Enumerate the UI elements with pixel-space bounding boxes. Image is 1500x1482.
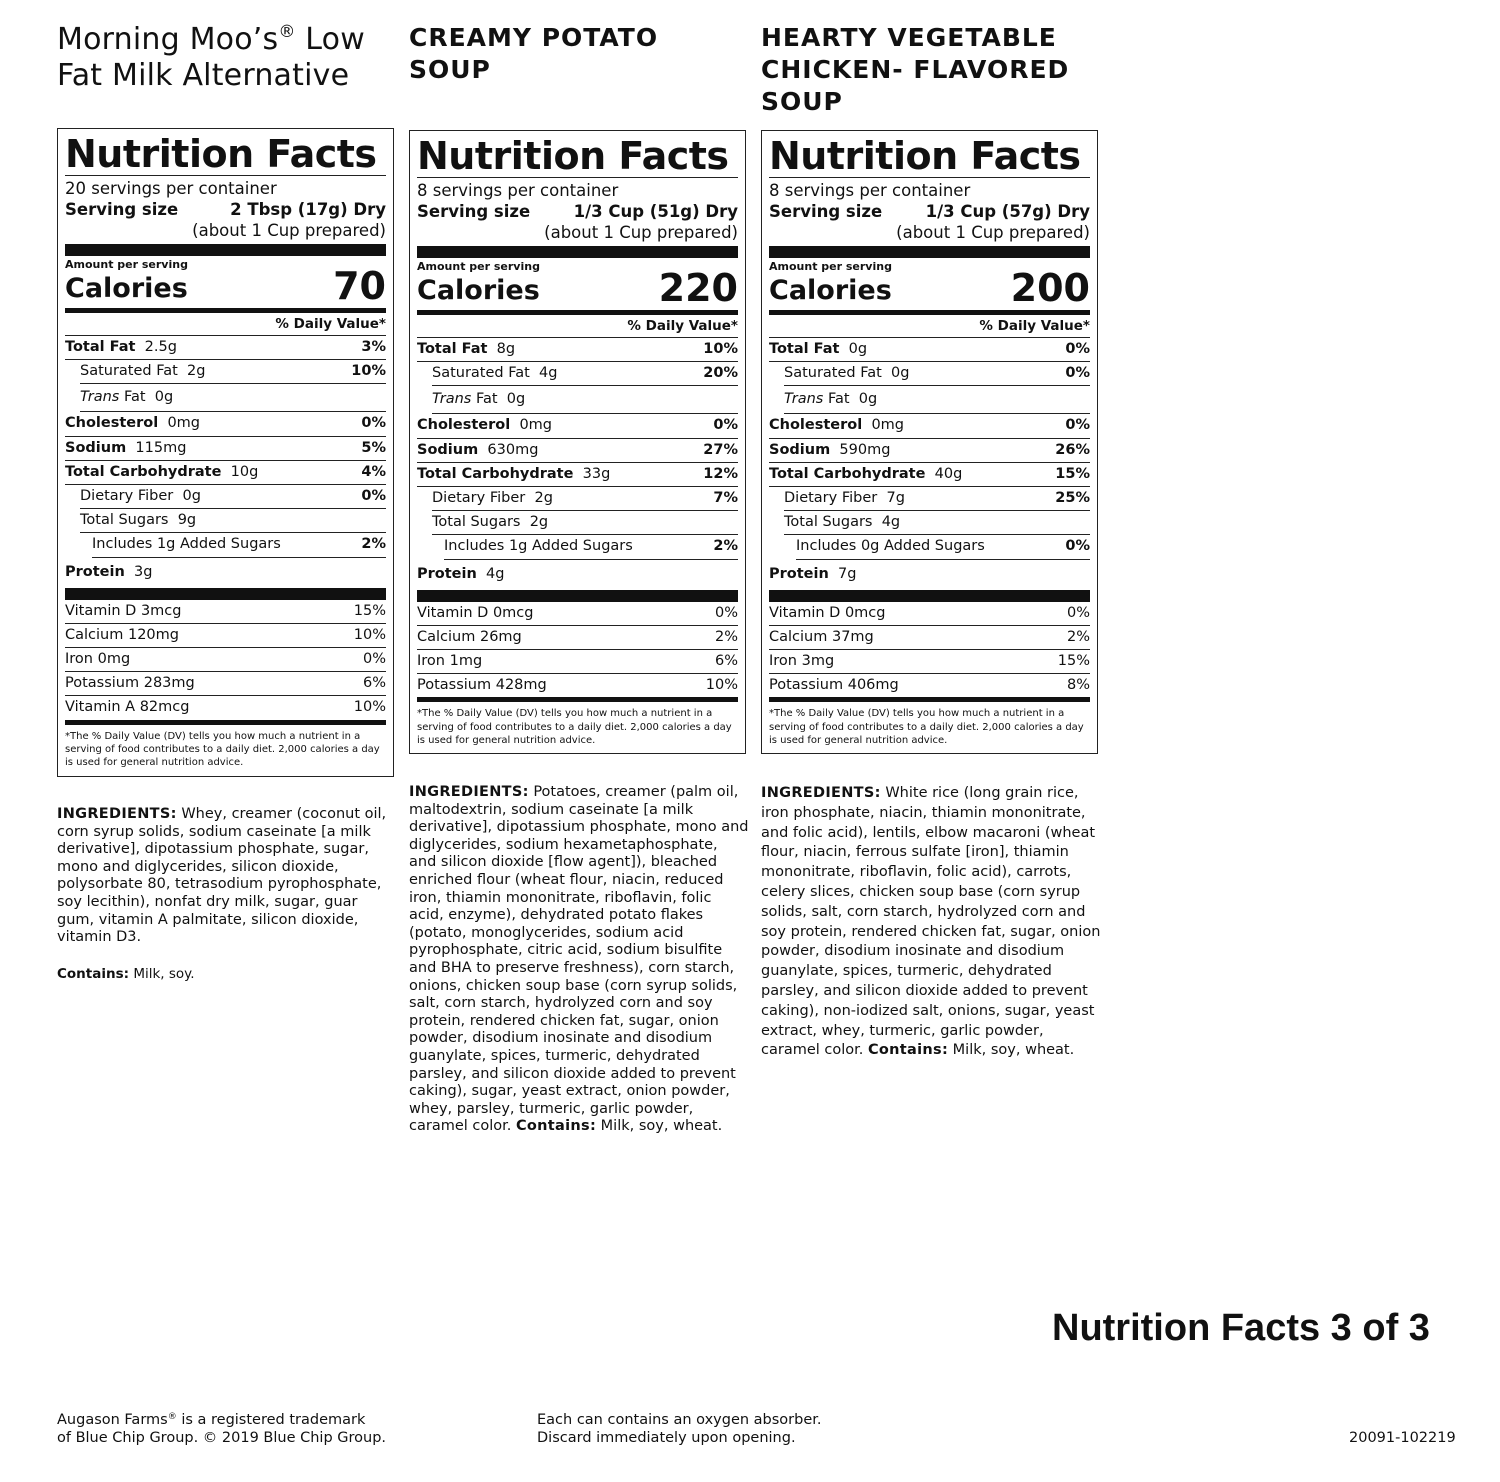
nutrient-amount: 26mg bbox=[479, 628, 522, 645]
medium-divider bbox=[769, 697, 1090, 702]
nutrient-dv: 20% bbox=[703, 365, 738, 382]
nutrient-dv: 0% bbox=[361, 488, 386, 505]
nutrient-amount: 82mcg bbox=[139, 699, 190, 716]
prepared-note: (about 1 Cup prepared) bbox=[544, 223, 738, 242]
nutrient-dv: 8% bbox=[1066, 677, 1090, 694]
nutrient-amount: 0mg bbox=[97, 651, 131, 668]
includes-word: Includes bbox=[444, 538, 505, 555]
row-total-fat bbox=[417, 338, 738, 362]
nutrient-amount: 630mg bbox=[487, 441, 539, 458]
row-calcium bbox=[417, 626, 738, 650]
daily-value-footnote: *The % Daily Value (DV) tells you how much a nutrient in a serving of food contributes to a daily diet. 2,000 calories a day is used for general nutrition advice. bbox=[417, 708, 732, 747]
row-iron bbox=[417, 650, 738, 674]
nutrient-name: Protein bbox=[769, 565, 829, 582]
nutrient-name: Total Fat bbox=[769, 341, 840, 357]
title-line-1-rest: Low bbox=[295, 22, 365, 57]
nutrient-name: Fat bbox=[475, 391, 498, 408]
row-total-sugars bbox=[784, 511, 1090, 535]
nutrition-facts-label bbox=[409, 130, 746, 754]
prepared-note: (about 1 Cup prepared) bbox=[192, 221, 386, 240]
amount-per-serving: Amount per serving bbox=[417, 260, 540, 273]
nutrient-name: Protein bbox=[65, 563, 125, 580]
prepared-note: (about 1 Cup prepared) bbox=[896, 223, 1090, 242]
nutrient-name: Cholesterol bbox=[417, 417, 511, 434]
nutrition-facts-label bbox=[761, 130, 1098, 754]
contains-lead: Contains: bbox=[515, 1118, 597, 1135]
nutrient-dv: 10% bbox=[351, 363, 386, 380]
contains-text: Milk, soy, wheat. bbox=[600, 1118, 723, 1135]
ingredients-lead: INGREDIENTS: bbox=[57, 806, 177, 822]
nutrient-name: Cholesterol bbox=[65, 415, 159, 432]
daily-value-heading: % Daily Value* bbox=[769, 315, 1090, 338]
calories-label: Calories bbox=[65, 273, 188, 304]
nutrient-name: Saturated Fat bbox=[784, 365, 882, 382]
row-cholesterol bbox=[417, 414, 738, 438]
nutrient-amount: 283mg bbox=[143, 675, 195, 692]
nutrient-name: Iron bbox=[417, 653, 445, 670]
nutrient-name: Iron bbox=[65, 651, 93, 668]
nutrient-amount: 1mg bbox=[449, 653, 483, 670]
nutrient-amount: 3mcg bbox=[140, 602, 182, 619]
nutrient-dv: 0% bbox=[361, 415, 386, 432]
row-vitamin-d bbox=[769, 602, 1090, 626]
calories-value: 220 bbox=[658, 266, 738, 310]
nutrient-amount: 0g bbox=[858, 391, 878, 408]
nutrient-name: Total Sugars bbox=[784, 514, 873, 531]
nutrient-dv: 0% bbox=[713, 417, 738, 434]
nutrient-dv: 10% bbox=[703, 341, 738, 357]
daily-value-heading: % Daily Value* bbox=[417, 315, 738, 338]
nutrition-facts-label bbox=[57, 128, 394, 777]
row-dietary-fiber bbox=[80, 485, 386, 509]
serving-size-row bbox=[417, 201, 738, 222]
ingredients-text: Whey, creamer (coconut oil, corn syrup solids, sodium caseinate [a milk derivative], dipotassium phosphate, sugar, mono and diglycerides, silicon dioxide, polysorbate 80, tetrasodium pyrophosphate, soy lecithin), nonfat dry milk, sugar, guar gum, vitamin A palmitate, silicon dioxide, vitamin D3. bbox=[57, 806, 387, 946]
nutrient-name: Saturated Fat bbox=[432, 365, 530, 382]
nutrient-name: Vitamin D bbox=[65, 602, 137, 619]
includes-word: Includes bbox=[92, 536, 153, 553]
nutrient-dv: 10% bbox=[353, 626, 386, 643]
nutrient-dv: 2% bbox=[714, 628, 738, 645]
row-added-sugars bbox=[92, 533, 386, 557]
calories-label: Calories bbox=[769, 275, 892, 306]
product-title bbox=[409, 22, 749, 86]
row-saturated-fat bbox=[784, 362, 1090, 386]
nutrient-amount: 0mcg bbox=[492, 604, 534, 621]
nutrient-name: Calcium bbox=[417, 628, 476, 645]
nutrient-dv: 0% bbox=[1066, 604, 1090, 621]
daily-value-heading: % Daily Value* bbox=[65, 313, 386, 336]
nutrient-dv: 15% bbox=[1057, 653, 1090, 670]
nutrient-name: Total Fat bbox=[65, 339, 136, 355]
row-vitamin-a bbox=[65, 696, 386, 719]
contains-statement bbox=[57, 966, 195, 982]
row-protein bbox=[417, 560, 738, 588]
nutrient-name: Dietary Fiber bbox=[432, 490, 526, 507]
nutrient-amount: 2g bbox=[187, 363, 206, 380]
nutrient-amount: 40g bbox=[934, 465, 963, 482]
row-trans-fat bbox=[432, 386, 738, 414]
nutrient-amount: 0g bbox=[891, 365, 910, 382]
title-line-1: CREAMY POTATO bbox=[409, 23, 659, 52]
product-code: 20091-102219 bbox=[1349, 1430, 1456, 1446]
nutrient-name: Sodium bbox=[417, 441, 479, 458]
nutrient-name: Calcium bbox=[65, 626, 124, 643]
daily-value-footnote: *The % Daily Value (DV) tells you how much a nutrient in a serving of food contributes to a daily diet. 2,000 calories a day is used for general nutrition advice. bbox=[65, 730, 380, 769]
title-line-1: Morning Moo’s bbox=[57, 22, 279, 57]
servings-per-container: 8 servings per container bbox=[769, 181, 971, 200]
nutrient-dv: 27% bbox=[703, 441, 738, 458]
nutrient-amount: 2g bbox=[529, 514, 549, 531]
nutrient-dv: 2% bbox=[713, 538, 738, 555]
trademark-line-1: is a registered trademark bbox=[176, 1412, 366, 1428]
trans-word: Trans bbox=[784, 391, 824, 408]
nutrient-amount: 590mg bbox=[839, 441, 891, 458]
nutrient-dv: 10% bbox=[353, 699, 386, 716]
nutrient-dv: 2% bbox=[1066, 628, 1090, 645]
nutrient-dv: 26% bbox=[1055, 441, 1090, 458]
nutrient-dv: 0% bbox=[1065, 538, 1090, 555]
servings-per-container: 8 servings per container bbox=[417, 181, 619, 200]
trademark-brand: Augason Farms bbox=[57, 1412, 168, 1428]
nutrient-dv: 0% bbox=[1065, 417, 1090, 434]
nutrient-amount: 0mg bbox=[871, 417, 904, 434]
nutrient-name: Total Carbohydrate bbox=[769, 465, 926, 482]
ingredients-lead: INGREDIENTS: bbox=[761, 785, 881, 801]
ingredients-text: Potatoes, creamer (palm oil, maltodextrin, sodium caseinate [a milk derivative], dipotassium phosphate, mono and diglycerides, sodium hexametaphosphate, and silicon dioxide [flow agent]), bleached enriched flour (wheat flour, niacin, reduced iron, thiamin mononitrate, riboflavin, folic acid, enzyme), dehydrated potato flakes (potato, monoglycerides, sodium acid pyrophosphate, citric acid, sodium bisulfite and BHA to preserve freshness), corn starch, onions, chicken soup base (corn syrup solids, salt, corn starch, hydrolyzed corn and soy protein, rendered chicken fat, sugar, onion powder, disodium inosinate and disodium guanylate, spices, turmeric, dehydrated parsley, and silicon dioxide added to prevent caking), sugar, yeast extract, onion powder, whey, parsley, turmeric, garlic powder, caramel color. bbox=[409, 784, 749, 1135]
trademark-line-2: of Blue Chip Group. © 2019 Blue Chip Group. bbox=[57, 1430, 387, 1446]
row-total-carbohydrate bbox=[65, 461, 386, 485]
nutrient-name: Dietary Fiber bbox=[784, 490, 878, 507]
nutrient-name: Iron bbox=[769, 653, 797, 670]
nutrient-amount: 0mg bbox=[519, 417, 552, 434]
title-line-2: CHICKEN- FLAVORED bbox=[761, 55, 1070, 84]
nutrition-facts-heading: Nutrition Facts bbox=[65, 133, 386, 176]
row-dietary-fiber bbox=[784, 487, 1090, 511]
nutrient-name: Total Sugars bbox=[432, 514, 521, 531]
nutrient-amount: 115mg bbox=[135, 439, 187, 456]
nutrient-amount: 8g bbox=[496, 341, 516, 357]
nutrient-name: Sodium bbox=[65, 439, 127, 456]
row-vitamin-d bbox=[65, 600, 386, 624]
calories-value: 200 bbox=[1010, 266, 1090, 310]
nutrient-dv: 5% bbox=[361, 439, 386, 456]
nutrient-amount: 4g bbox=[486, 565, 505, 582]
nutrient-name: Potassium bbox=[417, 677, 492, 694]
nutrient-amount: 7g bbox=[838, 565, 857, 582]
nutrient-amount: 3g bbox=[134, 563, 153, 580]
nutrient-dv: 0% bbox=[714, 604, 738, 621]
nutrient-amount: 4g bbox=[881, 514, 901, 531]
thick-divider bbox=[417, 590, 738, 602]
thick-divider bbox=[417, 246, 738, 258]
nutrient-dv: 15% bbox=[1055, 465, 1090, 482]
serving-size-label: Serving size bbox=[65, 200, 179, 219]
serving-size-label: Serving size bbox=[769, 202, 883, 221]
nutrient-dv: 6% bbox=[362, 675, 386, 692]
nutrient-dv: 7% bbox=[713, 490, 738, 507]
nutrient-name: Vitamin D bbox=[769, 604, 841, 621]
row-potassium bbox=[769, 674, 1090, 697]
trademark-notice bbox=[57, 1411, 386, 1447]
product-title bbox=[761, 22, 1101, 118]
contains-text: Milk, soy. bbox=[133, 966, 195, 982]
registered-mark: ® bbox=[167, 1412, 177, 1422]
nutrient-name: Total Sugars bbox=[80, 512, 169, 529]
row-protein bbox=[769, 560, 1090, 588]
oxygen-absorber-notice bbox=[537, 1411, 822, 1447]
nutrient-name: Total Carbohydrate bbox=[417, 465, 574, 482]
trans-word: Trans bbox=[80, 389, 120, 406]
row-iron bbox=[769, 650, 1090, 674]
nutrient-dv: 2% bbox=[361, 536, 386, 553]
contains-text: Milk, soy, wheat. bbox=[952, 1042, 1075, 1059]
nutrient-name: Saturated Fat bbox=[80, 363, 178, 380]
calories-value: 70 bbox=[333, 264, 386, 308]
trans-word: Trans bbox=[432, 391, 472, 408]
nutrient-amount: 0g bbox=[154, 389, 174, 406]
nutrient-amount: 1g bbox=[508, 538, 528, 555]
nutrient-name: Potassium bbox=[769, 677, 844, 694]
ingredients-text: White rice (long grain rice, iron phosphate, niacin, thiamin mononitrate, and folic acid), lentils, elbow macaroni (wheat flour, niacin, ferrous sulfate [iron], thiamin mononitrate, riboflavin, folic acid), carrots, celery slices, chicken soup base (corn syrup solids, salt, corn starch, hydrolyzed corn and soy protein, rendered chicken fat, sugar, onion powder, disodium inosinate and disodium guanylate, spices, turmeric, dehydrated parsley, and silicon dioxide added to prevent caking), non-iodized salt, onions, sugar, yeast extract, whey, turmeric, garlic powder, caramel color. bbox=[761, 785, 1101, 1059]
nutrient-amount: 1g bbox=[156, 536, 176, 553]
medium-divider bbox=[417, 697, 738, 702]
nutrient-name: Calcium bbox=[769, 628, 828, 645]
row-calcium bbox=[65, 624, 386, 648]
oxygen-line-1: Each can contains an oxygen absorber. bbox=[537, 1412, 822, 1428]
row-sodium bbox=[769, 439, 1090, 463]
serving-size-value: 1/3 Cup (51g) Dry bbox=[573, 202, 738, 221]
title-line-2: SOUP bbox=[409, 55, 491, 84]
row-protein bbox=[65, 558, 386, 586]
row-total-fat bbox=[769, 338, 1090, 362]
row-dietary-fiber bbox=[432, 487, 738, 511]
nutrition-facts-heading: Nutrition Facts bbox=[417, 135, 738, 178]
nutrient-dv: 25% bbox=[1055, 490, 1090, 507]
nutrient-amount: 0g bbox=[860, 538, 880, 555]
nutrient-name: Fat bbox=[123, 389, 146, 406]
amount-per-serving: Amount per serving bbox=[769, 260, 892, 273]
contains-lead: Contains: bbox=[57, 966, 130, 982]
nutrient-amount: 428mg bbox=[495, 677, 547, 694]
row-sodium bbox=[65, 437, 386, 461]
nutrient-dv: 0% bbox=[1065, 341, 1090, 357]
nutrient-amount: 120mg bbox=[127, 626, 179, 643]
ingredients-lead: INGREDIENTS: bbox=[409, 784, 529, 800]
nutrient-dv: 4% bbox=[361, 463, 386, 480]
nutrient-name: Added Sugars bbox=[884, 538, 985, 555]
nutrient-dv: 10% bbox=[705, 677, 738, 694]
title-line-3: SOUP bbox=[761, 87, 843, 116]
nutrient-amount: 9g bbox=[177, 512, 197, 529]
nutrient-dv: 6% bbox=[714, 653, 738, 670]
daily-value-footnote: *The % Daily Value (DV) tells you how much a nutrient in a serving of food contributes to a daily diet. 2,000 calories a day is used for general nutrition advice. bbox=[769, 708, 1084, 747]
nutrient-name: Dietary Fiber bbox=[80, 488, 174, 505]
ingredients bbox=[409, 784, 749, 1136]
nutrient-name: Added Sugars bbox=[180, 536, 281, 553]
nutrient-amount: 406mg bbox=[847, 677, 899, 694]
registered-mark: ® bbox=[278, 22, 296, 42]
nutrient-amount: 0g bbox=[182, 488, 201, 505]
nutrient-name: Vitamin D bbox=[417, 604, 489, 621]
amount-per-serving: Amount per serving bbox=[65, 258, 188, 271]
nutrient-amount: 10g bbox=[230, 463, 259, 480]
row-added-sugars bbox=[444, 535, 738, 559]
contains-lead: Contains: bbox=[867, 1042, 949, 1059]
row-total-sugars bbox=[80, 509, 386, 533]
ingredients bbox=[761, 784, 1103, 1061]
title-line-2: Fat Milk Alternative bbox=[57, 58, 350, 93]
nutrition-facts-heading: Nutrition Facts bbox=[769, 135, 1090, 178]
row-trans-fat bbox=[80, 384, 386, 412]
nutrient-name: Total Carbohydrate bbox=[65, 463, 222, 480]
thick-divider bbox=[65, 244, 386, 256]
row-potassium bbox=[417, 674, 738, 697]
calories-label: Calories bbox=[417, 275, 540, 306]
nutrient-amount: 37mg bbox=[831, 628, 874, 645]
row-calcium bbox=[769, 626, 1090, 650]
title-line-1: HEARTY VEGETABLE bbox=[761, 23, 1057, 52]
nutrient-name: Protein bbox=[417, 565, 477, 582]
nutrient-dv: 3% bbox=[361, 339, 386, 355]
servings-per-container: 20 servings per container bbox=[65, 179, 277, 198]
nutrient-amount: 33g bbox=[582, 465, 611, 482]
row-saturated-fat bbox=[80, 360, 386, 384]
nutrient-amount: 0g bbox=[506, 391, 526, 408]
nutrient-amount: 0g bbox=[848, 341, 868, 357]
row-cholesterol bbox=[769, 414, 1090, 438]
nutrient-name: Potassium bbox=[65, 675, 140, 692]
ingredients bbox=[57, 806, 397, 947]
thick-divider bbox=[65, 588, 386, 600]
nutrient-dv: 0% bbox=[1065, 365, 1090, 382]
nutrient-name: Cholesterol bbox=[769, 417, 863, 434]
serving-size-label: Serving size bbox=[417, 202, 531, 221]
nutrient-dv: 12% bbox=[703, 465, 738, 482]
row-added-sugars bbox=[796, 535, 1090, 559]
nutrient-name: Fat bbox=[827, 391, 850, 408]
row-vitamin-d bbox=[417, 602, 738, 626]
row-sodium bbox=[417, 439, 738, 463]
oxygen-line-2: Discard immediately upon opening. bbox=[537, 1430, 796, 1446]
serving-size-row bbox=[65, 199, 386, 220]
row-cholesterol bbox=[65, 412, 386, 436]
nutrient-amount: 0mg bbox=[167, 415, 200, 432]
page-caption: Nutrition Facts 3 of 3 bbox=[1052, 1307, 1430, 1349]
row-total-carbohydrate bbox=[417, 463, 738, 487]
includes-word: Includes bbox=[796, 538, 857, 555]
nutrient-amount: 4g bbox=[539, 365, 558, 382]
row-iron bbox=[65, 648, 386, 672]
thick-divider bbox=[769, 590, 1090, 602]
row-total-carbohydrate bbox=[769, 463, 1090, 487]
serving-size-value: 1/3 Cup (57g) Dry bbox=[925, 202, 1090, 221]
nutrient-name: Total Fat bbox=[417, 341, 488, 357]
row-trans-fat bbox=[784, 386, 1090, 414]
medium-divider bbox=[65, 720, 386, 725]
nutrient-amount: 3mg bbox=[801, 653, 835, 670]
nutrient-dv: 15% bbox=[353, 602, 386, 619]
nutrient-name: Sodium bbox=[769, 441, 831, 458]
nutrient-name: Vitamin A bbox=[65, 699, 136, 716]
nutrient-name: Added Sugars bbox=[532, 538, 633, 555]
product-title bbox=[57, 22, 397, 94]
row-potassium bbox=[65, 672, 386, 696]
row-saturated-fat bbox=[432, 362, 738, 386]
serving-size-value: 2 Tbsp (17g) Dry bbox=[230, 200, 386, 219]
row-total-fat bbox=[65, 336, 386, 360]
nutrient-dv: 0% bbox=[362, 651, 386, 668]
nutrient-amount: 0mcg bbox=[844, 604, 886, 621]
nutrient-amount: 2g bbox=[534, 490, 553, 507]
nutrient-amount: 2.5g bbox=[144, 339, 177, 355]
row-total-sugars bbox=[432, 511, 738, 535]
serving-size-row bbox=[769, 201, 1090, 222]
thick-divider bbox=[769, 246, 1090, 258]
nutrient-amount: 7g bbox=[886, 490, 905, 507]
